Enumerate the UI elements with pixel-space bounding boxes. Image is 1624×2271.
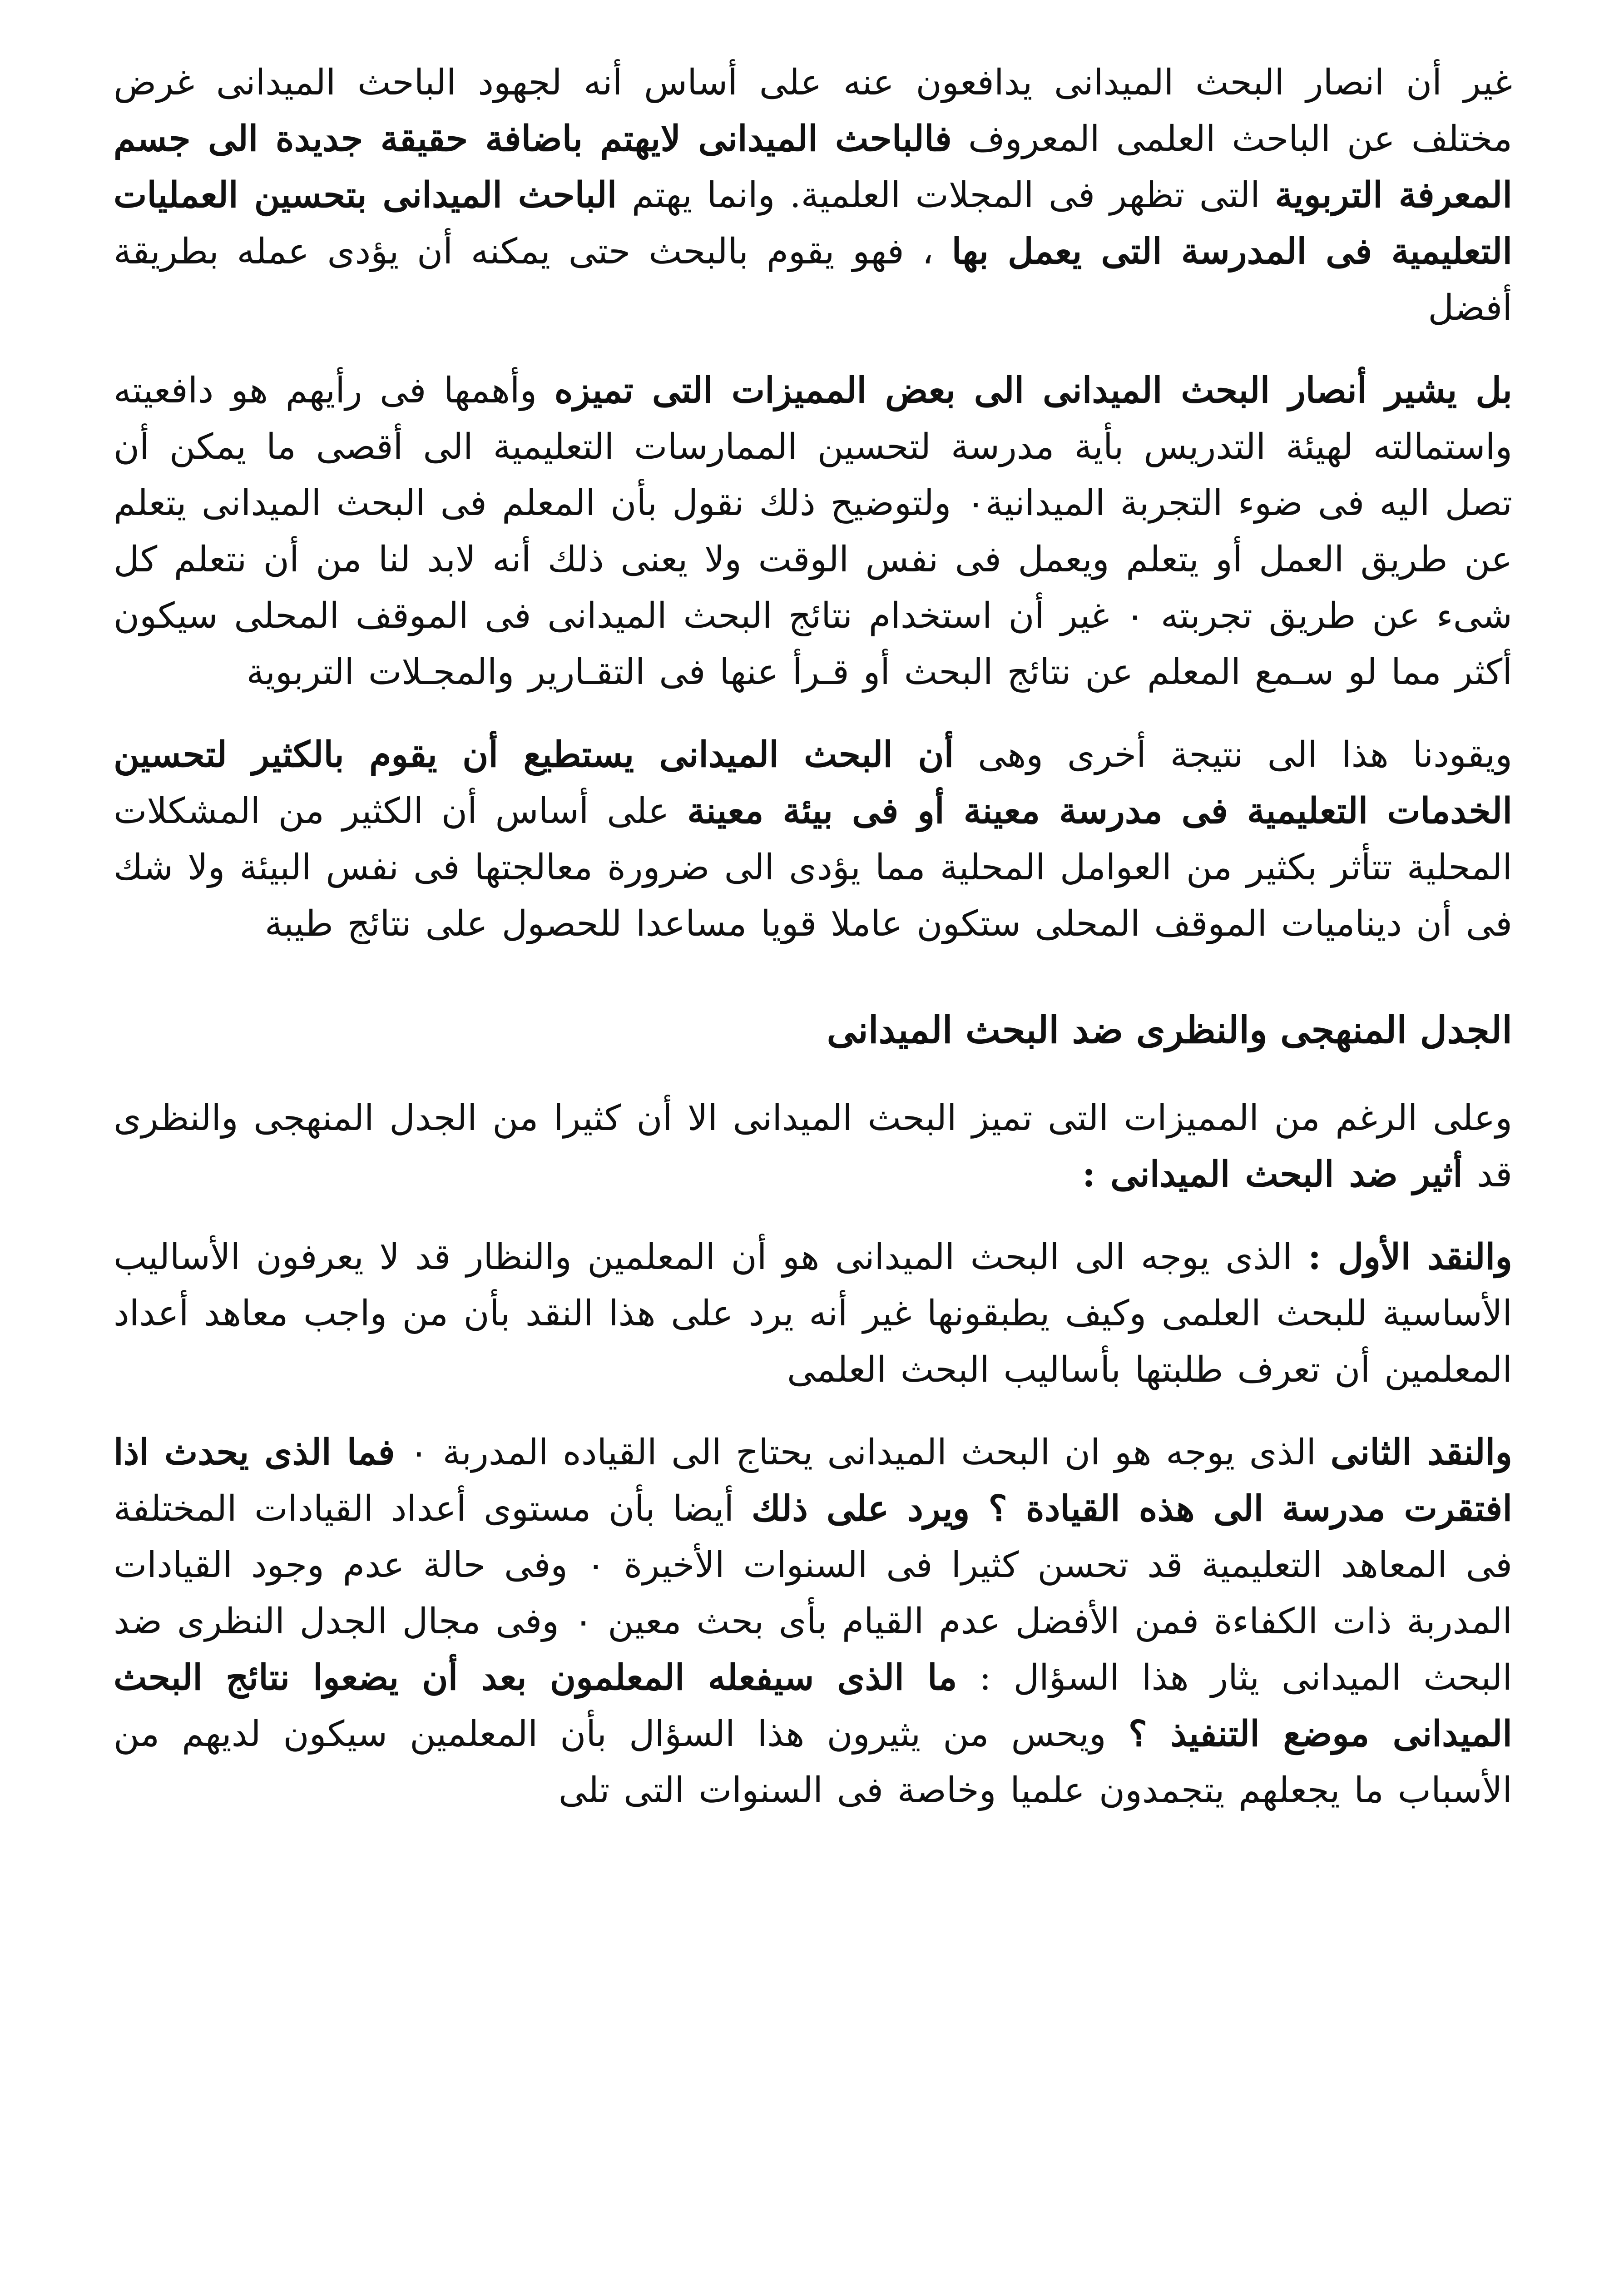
paragraph-5	[114, 1229, 1512, 1398]
paragraph-6	[114, 1424, 1512, 1819]
p4-run-1: وعلى الرغم من المميزات التى تميز البحث الميدانى الا أن كثيرا من الجدل المنهجى والنظرى قد	[114, 1098, 1512, 1195]
paragraph-3	[114, 727, 1512, 952]
paragraph-2	[114, 362, 1512, 700]
paragraph-1	[114, 55, 1512, 336]
p1-run-3: التى تظهر فى المجلات العلمية. وانما يهتم	[617, 175, 1275, 216]
p1-run-4: الباحث الميدانى بتحسين العمليات التعليمية فى المدرسة التى يعمل بها	[114, 174, 1512, 272]
p5-run-1: والنقد الأول :	[1308, 1236, 1512, 1278]
p4-run-2: أثير ضد البحث الميدانى :	[1082, 1154, 1463, 1195]
paragraph-4	[114, 1090, 1512, 1203]
p3-run-1: ويقودنا هذا الى نتيجة أخرى وهى	[954, 734, 1512, 775]
p6-run-5: ما الذى سيفعله المعلمون بعد أن يضعوا نتائج البحث الميدانى موضع التنفيذ ؟	[114, 1657, 1512, 1755]
document-page	[114, 55, 1512, 2271]
p1-run-2: فالباحث الميدانى لايهتم باضافة حقيقة جديدة الى جسم المعرفة التربوية	[114, 118, 1512, 216]
p1-run-5: ، فهو يقوم بالبحث حتى يمكنه أن يؤدى عمله بطريقة أفضل	[114, 231, 1512, 328]
p3-run-2: أن البحث الميدانى يستطيع أن يقوم بالكثير لتحسين الخدمات التعليمية فى مدرسة معينة أو فى بيئة معينة	[114, 734, 1512, 832]
p1-run-1: غير أن انصار البحث الميدانى يدافعون عنه على أساس أنه لجهود الباحث الميدانى غرض مختلف عن الباحث العلمى المعروف	[114, 62, 1512, 159]
section-heading: الجدل المنهجى والنظرى ضد البحث الميدانى	[827, 1008, 1512, 1052]
p6-run-1: والنقد الثانى	[1330, 1432, 1512, 1473]
p2-run-2: وأهمها فى رأيهم هو دافعيته واستمالته لهيئة التدريس بأية مدرسة لتحسين الممارسات التعليمية الى أقصى ما يمكن أن تصل اليه فى ضوء التجربة الميدانية٠ ولتوضيح ذلك نقول بأن المعلم فى البحث الميدانى يتعلم عن طريق العمل أو يتعلم ويعمل فى نفس الوقت ولا يعنى ذلك أنه لابد لنا من أن نتعلم كل شىء عن طريق تجربته ٠ غير أن استخدام نتائج البحث الميدانى فى الموقف المحلى سيكون أكثر مما لو سـمع المعلم عن نتائج البحث أو قـرأ عنها فى التقـارير والمجـلات التربوية	[114, 370, 1513, 693]
p6-run-2: الذى يوجه هو ان البحث الميدانى يحتاج الى القياده المدربة ٠	[395, 1432, 1331, 1473]
p6-run-6: ويحس من يثيرون هذا السؤال بأن المعلمين سيكون لديهم من الأسباب ما يجعلهم يتجمدون علميا وخاصة فى السنوات التى تلى	[114, 1714, 1512, 1811]
p6-run-4: أيضا بأن مستوى أعداد القيادات المختلفة فى المعاهد التعليمية قد تحسن كثيرا فى السنوات الأخيرة ٠ وفى حالة عدم وجود القيادات المدربة ذات الكفاءة فمن الأفضل عدم القيام بأى بحث معين ٠ وفى مجال الجدل النظرى ضد البحث الميدانى يثار هذا السؤال :	[114, 1488, 1512, 1698]
p3-run-3: على أساس أن الكثير من المشكلات المحلية تتأثر بكثير من العوامل المحلية مما يؤدى الى ضرورة معالجتها فى نفس البيئة ولا شك فى أن ديناميات الموقف المحلى ستكون عاملا قويا مساعدا للحصول على نتائج طيبة	[114, 791, 1512, 944]
p6-run-3: فما الذى يحدث اذا افتقرت مدرسة الى هذه القيادة ؟ ويرد على ذلك	[114, 1432, 1512, 1529]
p2-run-1: بل يشير أنصار البحث الميدانى الى بعض المميزات التى تميزه	[554, 370, 1512, 411]
p5-run-2: الذى يوجه الى البحث الميدانى هو أن المعلمين والنظار قد لا يعرفون الأساليب الأساسية للبحث العلمى وكيف يطبقونها غير أنه يرد على هذا النقد بأن من واجب معاهد أعداد المعلمين أن تعرف طلبتها بأساليب البحث العلمى	[114, 1237, 1512, 1390]
